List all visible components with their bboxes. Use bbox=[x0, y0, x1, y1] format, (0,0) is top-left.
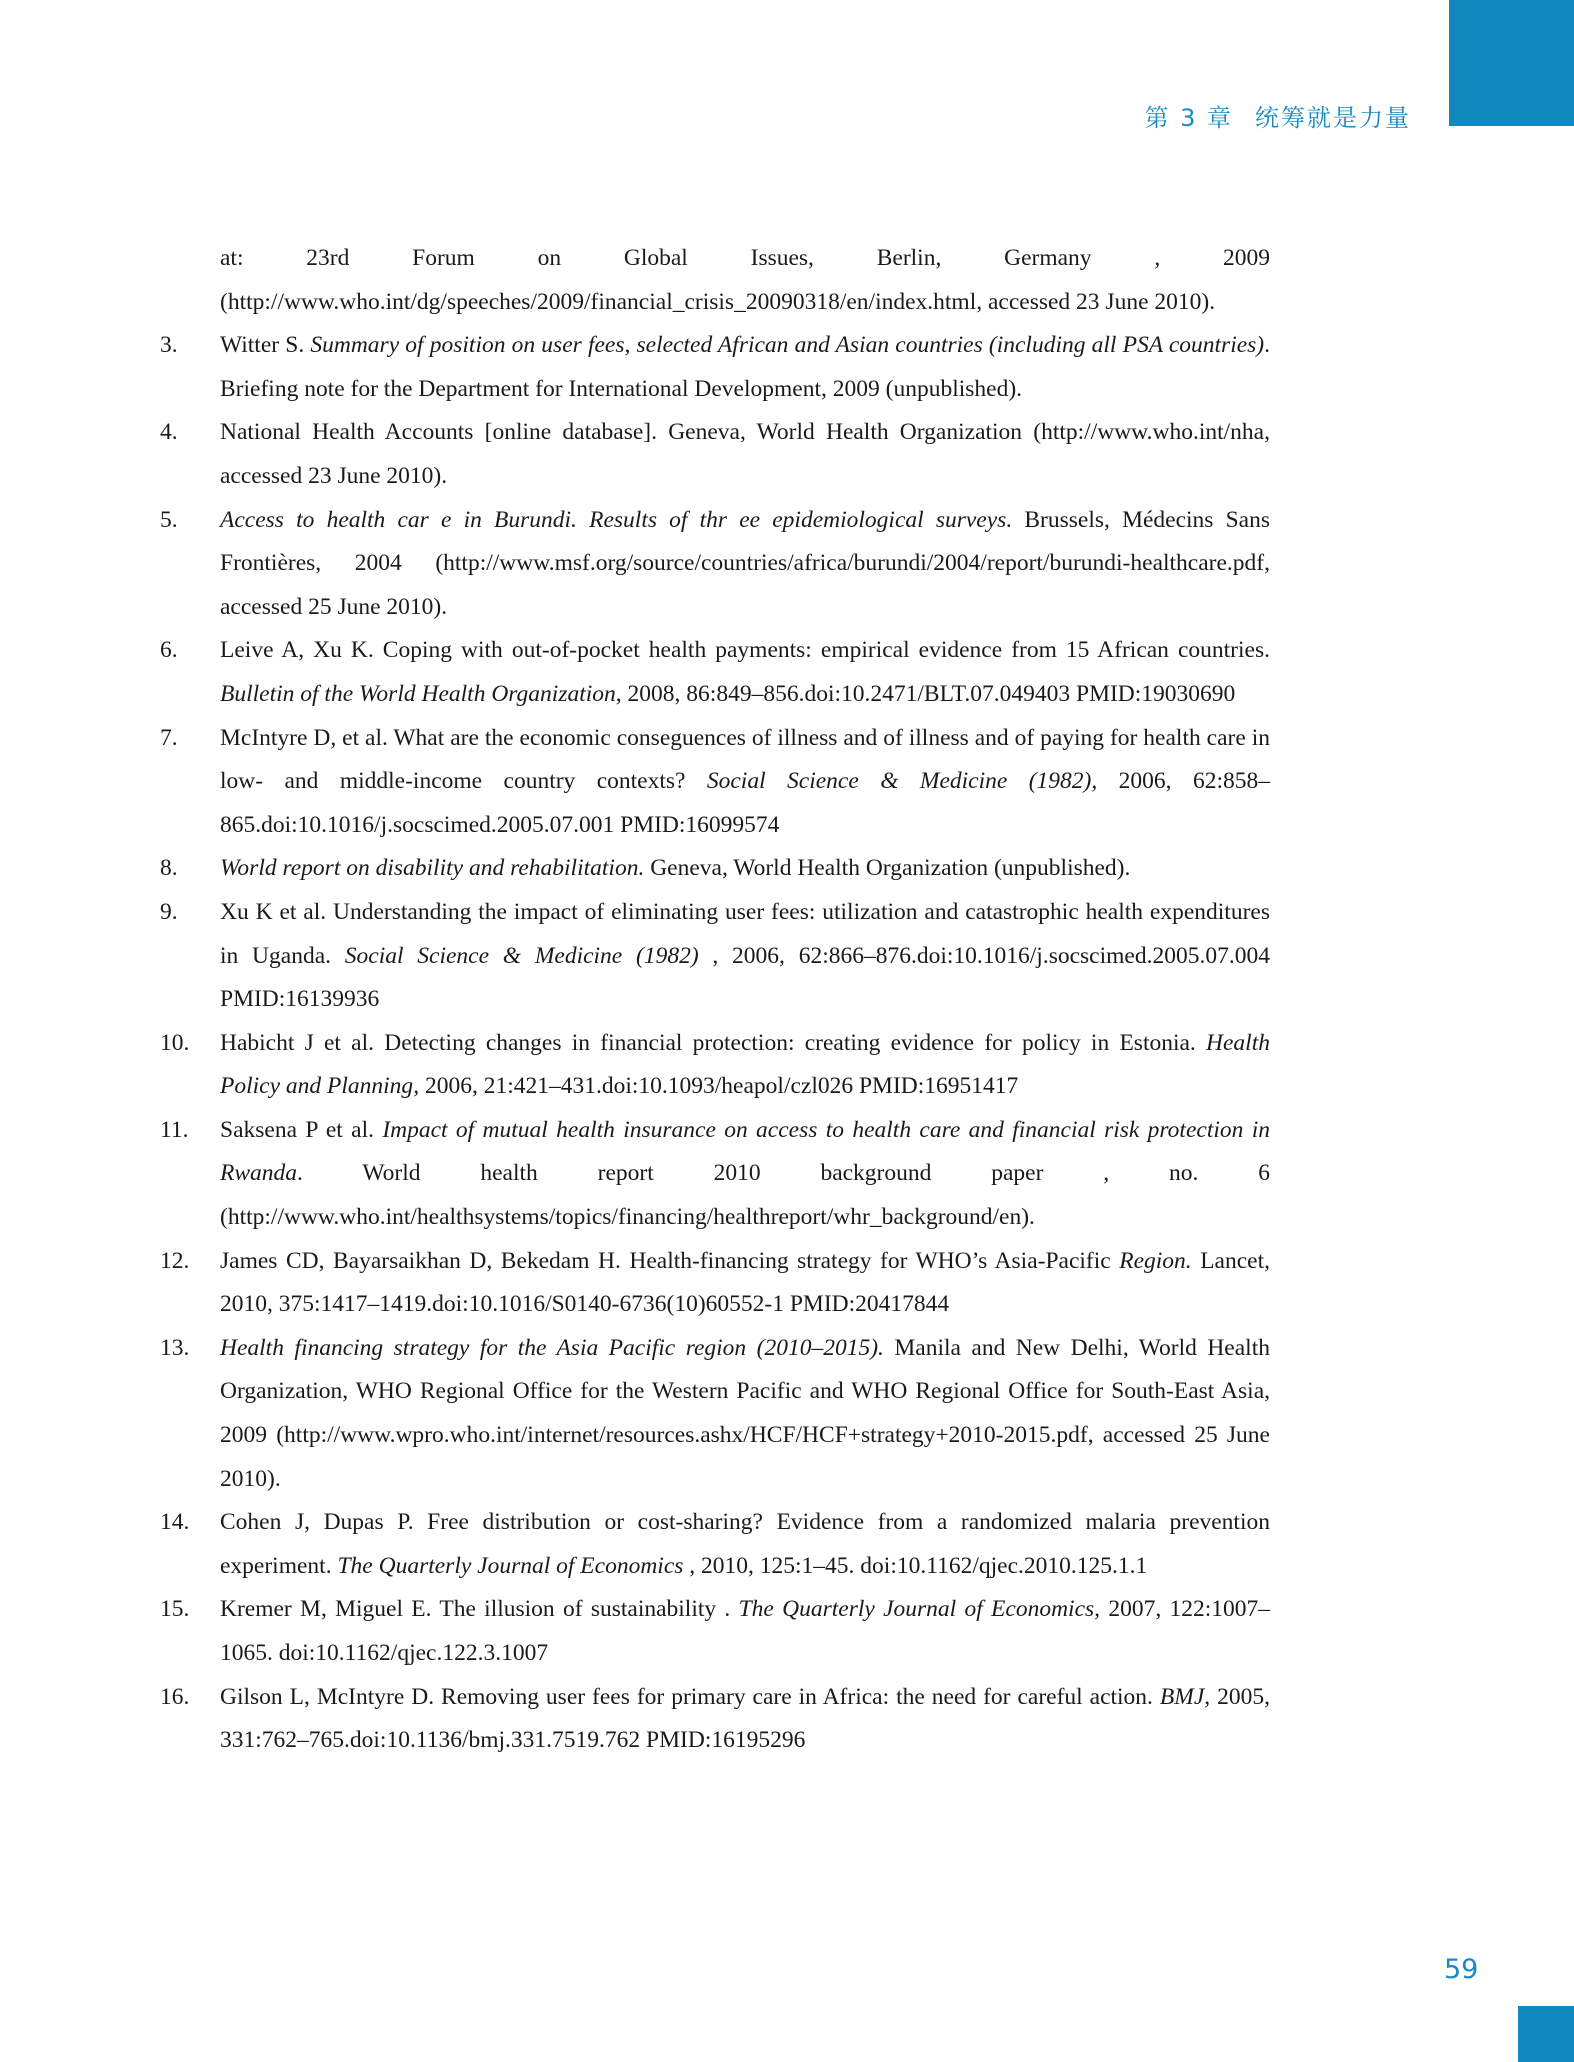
reference-text-segment: Witter S. bbox=[220, 332, 311, 359]
reference-item bbox=[160, 237, 1270, 324]
reference-text bbox=[220, 419, 1270, 489]
reference-text bbox=[220, 507, 1270, 620]
reference-number: 5. bbox=[160, 506, 178, 533]
reference-list bbox=[160, 237, 1270, 1763]
reference-text-segment: , 2006, 62:866–876.doi:10.1016/j.socscimed.2005.07.004 PMID:16139936 bbox=[220, 942, 1270, 1013]
reference-number: 3. bbox=[160, 332, 178, 359]
reference-number: 15. bbox=[160, 1596, 190, 1623]
reference-text-segment: Cohen J, Dupas P. Free distribution or cost-sharing? Evidence from a randomized malaria prevention experiment. bbox=[220, 1509, 1270, 1579]
reference-text-segment: , 2006, 62:858–865.doi:10.1016/j.socscimed.2005.07.001 PMID:16099574 bbox=[220, 768, 1270, 838]
reference-title-italic: Access to health car e in Burundi. Results of thr ee epidemiological surveys. bbox=[220, 506, 1013, 533]
chapter-header bbox=[1144, 98, 1411, 133]
reference-text bbox=[220, 1596, 1270, 1666]
reference-number: 10. bbox=[160, 1029, 190, 1056]
reference-title-italic: Impact of mutual health insurance on access to health care and financial risk protection in Rwanda bbox=[220, 1116, 1270, 1187]
reference-item bbox=[160, 1240, 1270, 1327]
reference-item bbox=[160, 629, 1270, 716]
reference-item bbox=[160, 411, 1270, 498]
reference-item bbox=[160, 1501, 1270, 1588]
reference-title-italic: Region. bbox=[1119, 1247, 1192, 1274]
reference-text-segment: 2007, 122:1007–1065. doi:10.1162/qjec.122.3.1007 bbox=[220, 1596, 1270, 1666]
reference-item bbox=[160, 324, 1270, 411]
page-number: 59 bbox=[1444, 1954, 1479, 1985]
reference-text bbox=[220, 332, 1270, 402]
reference-text-segment: Gilson L, McIntyre D. Removing user fees for primary care in Africa: the need for careful action. bbox=[220, 1683, 1160, 1710]
reference-text bbox=[220, 1117, 1270, 1230]
reference-number: 8. bbox=[160, 855, 178, 882]
reference-text-segment: . World health report 2010 background paper , no. 6 (http://www.who.int/healthsystems/topics/financing/healthreport/whr_background/en). bbox=[220, 1160, 1270, 1231]
reference-item bbox=[160, 499, 1270, 630]
chapter-number: 第 3 章 bbox=[1144, 104, 1233, 132]
reference-text bbox=[220, 1248, 1270, 1318]
reference-text-segment: at: 23rd Forum on Global Issues, Berlin, Germany , 2009 (http://www.who.int/dg/speeches/2009/financial_crisis_20090318/en/index.html, accessed 23 June 2010). bbox=[220, 245, 1270, 315]
reference-title-italic: Social Science & Medicine (1982) bbox=[706, 768, 1092, 795]
reference-text-segment: Xu K et al. Understanding the impact of eliminating user fees: utilization and catastrophic health expenditures in Uganda. bbox=[220, 898, 1270, 969]
reference-text-segment: , 2010, 125:1–45. doi:10.1162/qjec.2010.125.1.1 bbox=[683, 1552, 1148, 1579]
reference-text-segment: . Briefing note for the Department for International Development, 2009 (unpublished). bbox=[220, 332, 1270, 402]
reference-text-segment: Geneva, World Health Organization (unpublished). bbox=[644, 855, 1131, 882]
reference-item bbox=[160, 1588, 1270, 1675]
reference-text-segment: National Health Accounts [online database]. Geneva, World Health Organization (http://www.who.int/nha, accessed 23 June 2010). bbox=[220, 419, 1270, 489]
reference-number: 11. bbox=[160, 1116, 189, 1143]
reference-text-segment: Kremer M, Miguel E. The illusion of sustainability . bbox=[220, 1596, 739, 1623]
reference-number: 7. bbox=[160, 724, 178, 751]
reference-text bbox=[220, 637, 1270, 707]
reference-item bbox=[160, 1109, 1270, 1240]
reference-text bbox=[220, 855, 1130, 881]
footer-accent-bar bbox=[1518, 2006, 1574, 2062]
reference-number: 6. bbox=[160, 637, 178, 664]
reference-item bbox=[160, 891, 1270, 1022]
reference-text-segment: Saksena P et al. bbox=[220, 1116, 383, 1143]
reference-text bbox=[220, 725, 1270, 838]
reference-text bbox=[220, 1684, 1270, 1754]
reference-title-italic: World report on disability and rehabilitation. bbox=[220, 855, 645, 882]
reference-text-segment: , 2005, 331:762–765.doi:10.1136/bmj.331.7519.762 PMID:16195296 bbox=[220, 1683, 1270, 1754]
reference-title-italic: Social Science & Medicine (1982) bbox=[344, 942, 699, 969]
reference-item bbox=[160, 847, 1270, 891]
reference-text-segment: , 2008, 86:849–856.doi:10.2471/BLT.07.049403 PMID:19030690 bbox=[615, 680, 1236, 707]
reference-text bbox=[220, 1509, 1270, 1579]
reference-title-italic: Summary of position on user fees, selected African and Asian countries (including all PSA countries) bbox=[310, 332, 1265, 359]
reference-text bbox=[220, 245, 1270, 315]
reference-text-segment: Manila and New Delhi, World Health Organization, WHO Regional Office for the Western Pacific and WHO Regional Office for South-East Asia, 2009 (http://www.wpro.who.int/internet/resources.ashx/HCF/HCF+strategy+2010-2015.pdf, accessed 25 June 2010). bbox=[220, 1334, 1270, 1492]
reference-text bbox=[220, 1030, 1270, 1100]
reference-number: 14. bbox=[160, 1509, 190, 1536]
reference-text-segment: James CD, Bayarsaikhan D, Bekedam H. Health-financing strategy for WHO’s Asia-Pacific bbox=[220, 1247, 1120, 1274]
reference-text-segment: Lancet, 2010, 375:1417–1419.doi:10.1016/S0140-6736(10)60552-1 PMID:20417844 bbox=[220, 1247, 1270, 1318]
reference-title-italic: Bulletin of the World Health Organization bbox=[220, 680, 616, 707]
reference-title-italic: Health financing strategy for the Asia Pacific region (2010–2015). bbox=[220, 1334, 884, 1361]
reference-number: 16. bbox=[160, 1683, 190, 1710]
reference-text bbox=[220, 899, 1270, 1012]
reference-item bbox=[160, 1676, 1270, 1763]
reference-number: 9. bbox=[160, 898, 178, 925]
reference-text-segment: Habicht J et al. Detecting changes in financial protection: creating evidence for policy in Estonia. bbox=[220, 1029, 1207, 1056]
reference-item bbox=[160, 717, 1270, 848]
reference-item bbox=[160, 1327, 1270, 1501]
reference-number: 4. bbox=[160, 419, 178, 446]
chapter-title: 统筹就是力量 bbox=[1255, 104, 1411, 132]
reference-number: 13. bbox=[160, 1334, 190, 1361]
reference-number: 12. bbox=[160, 1247, 190, 1274]
reference-text bbox=[220, 1335, 1270, 1492]
reference-item bbox=[160, 1022, 1270, 1109]
reference-text-segment: Leive A, Xu K. Coping with out-of-pocket health payments: empirical evidence from 15 African countries. bbox=[220, 637, 1270, 664]
reference-title-italic: BMJ bbox=[1159, 1683, 1205, 1710]
reference-title-italic: Health Policy and Planning bbox=[220, 1029, 1270, 1100]
reference-text-segment: , 2006, 21:421–431.doi:10.1093/heapol/czl026 PMID:16951417 bbox=[413, 1073, 1019, 1100]
header-accent-bar bbox=[1449, 0, 1574, 126]
reference-text-segment: Brussels, Médecins Sans Frontières, 2004 (http://www.msf.org/source/countries/africa/burundi/2004/report/burundi-healthcare.pdf, accessed 25 June 2010). bbox=[220, 506, 1271, 620]
reference-title-italic: The Quarterly Journal of Economics, bbox=[738, 1596, 1101, 1623]
reference-title-italic: The Quarterly Journal of Economics bbox=[337, 1552, 684, 1579]
reference-text-segment: McIntyre D, et al. What are the economic conseguences of illness and of illness and of paying for health care in low- and middle-income country contexts? bbox=[220, 724, 1270, 795]
